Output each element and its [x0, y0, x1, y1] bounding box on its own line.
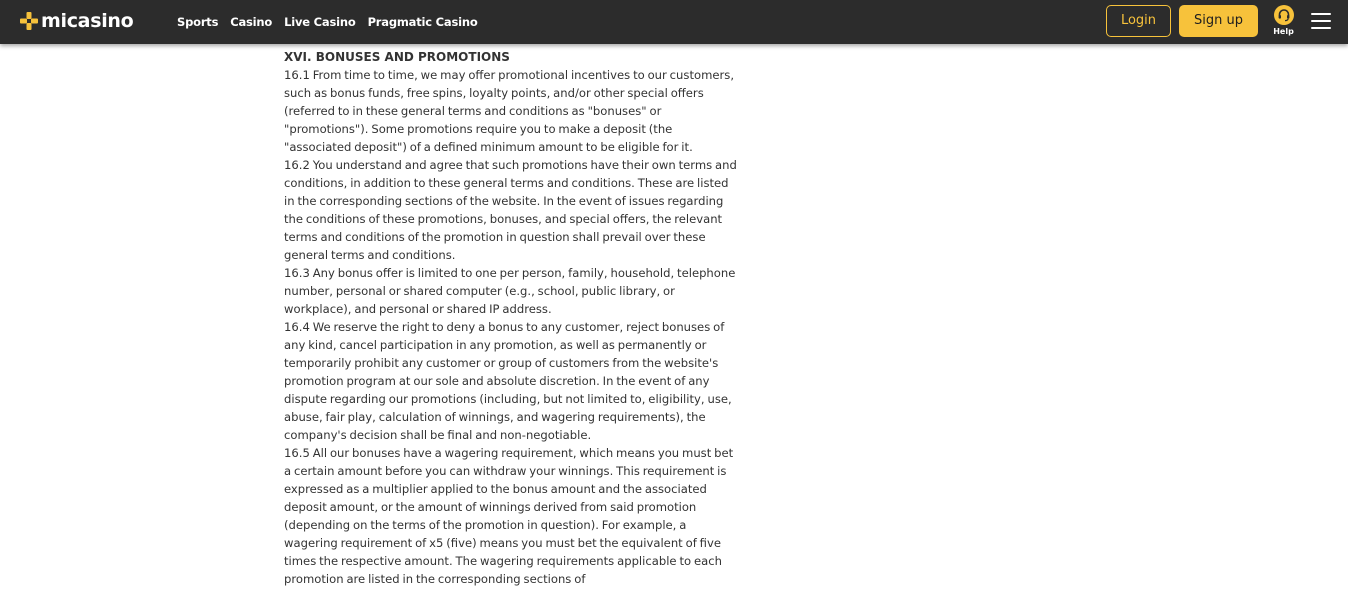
main-nav	[177, 0, 490, 44]
paragraph-16-1: 16.1 From time to time, we may offer promotional incentives to our customers, such as bonus funds, free spins, loyalty points, and/or other special offers (referred to in these general terms and conditions as "bonuses" or "promotions"). Some promotions require you to make a deposit (the "associated deposit") of a defined minimum amount to be eligible for it.	[284, 68, 735, 154]
help-label: Help	[1273, 27, 1294, 36]
paragraph-16-4: 16.4 We reserve the right to deny a bonus to any customer, reject bonuses of any kind, cancel participation in any promotion, as well as permanently or temporarily prohibit any customer or group of customers from the website's promotion program at our sole and absolute discretion. In the event of any dispute regarding our promotions (including, but not limited to, eligibility, use, abuse, fair play, calculation of winnings, and wagering requirements), the company's decision shall be final and non-negotiable.	[284, 320, 732, 442]
nav-item-sports[interactable]: Sports	[177, 15, 219, 29]
paragraph-16-2: 16.2 You understand and agree that such promotions have their own terms and conditions, in addition to these general terms and conditions. These are listed in the corresponding sections of the website. In the event of issues regarding the conditions of these promotions, bonuses, and special offers, the relevant terms and conditions of the promotion in question shall prevail over these general terms and conditions.	[284, 158, 737, 262]
nav-item-pragmatic-casino[interactable]: Pragmatic Casino	[367, 15, 478, 29]
brand-logo-icon	[20, 12, 38, 30]
section-title: XVI. BONUSES AND PROMOTIONS	[284, 50, 510, 64]
login-button[interactable]: Login	[1106, 5, 1171, 37]
headset-icon	[1274, 5, 1294, 25]
nav-item-casino[interactable]: Casino	[230, 15, 273, 29]
nav-item-live-casino[interactable]: Live Casino	[284, 15, 356, 29]
brand-logo[interactable]	[20, 10, 133, 32]
paragraph-16-5: 16.5 All our bonuses have a wagering requirement, which means you must bet a certain amount before you can withdraw your winnings. This requirement is expressed as a multiplier applied to the bonus amount and the associated deposit amount, or the amount of winnings derived from said promotion (depending on the terms of the promotion in question). For example, a wagering requirement of x5 (five) means you must bet the equivalent of five times the respective amount. The wagering requirements applicable to each promotion are listed in the corresponding sections of	[284, 446, 734, 586]
top-navigation-bar	[0, 0, 1348, 44]
signup-button[interactable]: Sign up	[1179, 5, 1258, 37]
brand-name: micasino	[41, 10, 134, 32]
hamburger-menu-icon[interactable]	[1311, 13, 1331, 29]
terms-content	[284, 48, 740, 588]
help-button[interactable]	[1271, 5, 1296, 36]
paragraph-16-3: 16.3 Any bonus offer is limited to one per person, family, household, telephone number, personal or shared computer (e.g., school, public library, or workplace), and personal or shared IP address.	[284, 266, 736, 316]
